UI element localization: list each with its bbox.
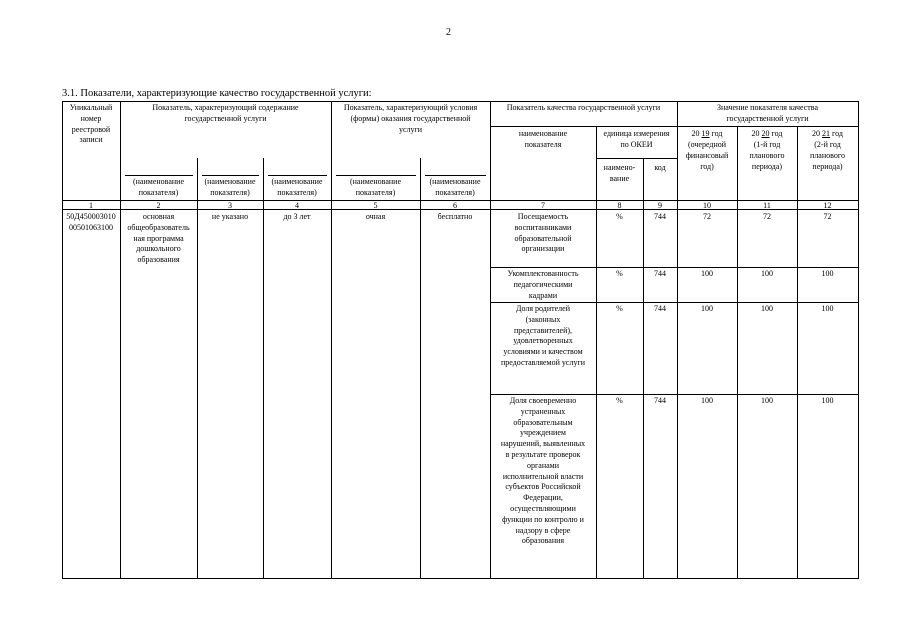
indicator-name: учреждением: [520, 428, 566, 438]
cell-unique-number: 50Д450003010: [66, 212, 116, 221]
indicator-unit: %: [616, 396, 623, 405]
indicator-row-rule: [490, 394, 859, 395]
header-name-placeholder: (наименование: [132, 177, 184, 186]
indicator-name: Доля родителей: [515, 304, 570, 313]
placeholder-underline: [202, 175, 259, 176]
indicator-name: (законных: [525, 314, 561, 324]
column-number: 11: [763, 201, 771, 210]
header-name-placeholder: (наименование: [271, 177, 323, 186]
indicator-unit: %: [616, 212, 623, 221]
cell-content-program: дошкольного: [136, 244, 181, 254]
header-unit-name: наимено-: [603, 163, 636, 172]
header-name-placeholder: (наименование: [349, 177, 401, 186]
cell-payment: бесплатно: [437, 212, 473, 221]
indicator-row-rule: [490, 302, 859, 303]
column-number: 8: [617, 201, 622, 210]
cell-form: очная: [365, 212, 386, 221]
header-name-placeholder: (наименование: [204, 177, 256, 186]
indicator-name: условиями и качеством: [503, 347, 583, 357]
col-rule: [596, 126, 597, 578]
col-rule: [331, 101, 332, 578]
header-unique-number: номер: [80, 113, 102, 123]
header-content-indicator: государственной услуги: [184, 113, 267, 123]
indicator-name: надзору в сфере: [515, 525, 571, 535]
indicator-name: исполнительной власти: [502, 471, 584, 481]
section-title: 3.1. Показатели, характеризующие качество государственной услуги:: [62, 88, 372, 99]
indicator-name: образования: [521, 536, 565, 546]
header-year1-desc: (очередной: [687, 140, 727, 149]
indicator-name: образовательным: [513, 417, 573, 427]
cell-content-program: образования: [137, 255, 180, 265]
column-number: 7: [541, 201, 545, 210]
header-year3: 20 21 год: [812, 129, 843, 138]
indicator-value-year1: 100: [701, 304, 713, 313]
column-number: 2: [156, 201, 161, 210]
indicator-code: 744: [654, 269, 666, 278]
indicator-value-year3: 100: [821, 304, 834, 313]
indicator-name: кадрами: [528, 290, 558, 300]
placeholder-underline: [268, 175, 327, 176]
header-unit-code: код: [654, 163, 666, 172]
header-year1: 20 19 год: [691, 129, 723, 138]
header-indicator-name: показателя: [524, 139, 562, 149]
header-year2: 20 20 год: [751, 129, 783, 138]
column-number: 1: [89, 201, 93, 210]
indicator-name: образовательной: [514, 233, 572, 243]
header-unique-number: реестровой: [71, 124, 111, 134]
cell-content-age: до 3 лет: [283, 212, 311, 221]
indicator-name: субъектов Российской: [505, 482, 581, 492]
header-year1-desc: финансовый: [685, 150, 729, 160]
indicator-row-rule: [490, 267, 859, 268]
indicator-name: педагогическими: [513, 279, 573, 289]
indicator-code: 744: [654, 212, 666, 221]
header-unit-name: вание: [609, 173, 630, 183]
indicator-name: Доля своевременно: [509, 396, 577, 405]
indicator-unit: %: [616, 269, 623, 278]
header-unique-number: записи: [79, 135, 103, 145]
placeholder-underline: [125, 175, 193, 176]
indicator-name: Посещаемость: [517, 212, 569, 221]
indicator-name: Укомплектованность: [507, 269, 579, 278]
header-name-placeholder: показателя): [138, 187, 179, 197]
header-quality-value: государственной услуги: [726, 113, 809, 123]
indicator-value-year3: 72: [823, 212, 832, 221]
indicator-name: функции по контролю и: [502, 514, 584, 524]
indicator-value-year1: 100: [701, 396, 713, 405]
header-year3-desc: периода): [812, 161, 843, 171]
header-year1-desc: год): [700, 161, 714, 171]
placeholder-underline: [336, 175, 416, 176]
cell-content-program: основная: [142, 212, 175, 221]
indicator-value-year3: 100: [821, 396, 834, 405]
indicator-code: 744: [654, 396, 666, 405]
column-number: 3: [228, 201, 232, 210]
col-rule: [737, 126, 738, 578]
header-quality-indicator: Показатель качества государственной услуги: [506, 103, 661, 112]
indicator-unit: %: [616, 304, 623, 313]
column-number: 6: [453, 201, 457, 210]
cell-content-program: ная программа: [133, 233, 184, 243]
placeholder-underline: [425, 175, 486, 176]
indicator-name: удовлетворенных: [513, 336, 573, 346]
header-name-placeholder: показателя): [355, 187, 396, 197]
indicator-value-year1: 100: [701, 269, 713, 278]
header-unit-okei: по ОКЕИ: [620, 139, 653, 149]
table-left-border: [62, 101, 63, 578]
indicator-name: Федерации,: [523, 493, 563, 503]
page-number: 2: [446, 27, 451, 38]
cell-content-program: общеобразователь: [127, 222, 190, 232]
table-bottom-border: [62, 578, 859, 579]
indicator-name: устраненных: [520, 406, 566, 416]
column-number: 10: [703, 201, 711, 210]
indicator-value-year2: 100: [761, 304, 773, 313]
header-name-placeholder: показателя): [210, 187, 250, 197]
header-conditions-indicator: услуги: [398, 124, 423, 134]
header-unit-okei: единица измерения: [603, 129, 670, 138]
header-year3-desc: (2-й год: [814, 140, 841, 149]
indicator-code: 744: [654, 304, 666, 313]
indicator-name: представителей),: [513, 325, 573, 335]
column-number: 5: [373, 201, 378, 210]
quality-subheader-rule: [490, 126, 859, 127]
indicator-name: предоставляемой услуги: [500, 358, 586, 367]
table-top-border: [62, 101, 859, 102]
header-year2-desc: планового: [749, 150, 785, 160]
cell-unique-number: 00501063100: [69, 222, 113, 232]
header-content-indicator: Показатель, характеризующий содержание: [152, 103, 299, 112]
indicator-name: воспитанниками: [514, 222, 572, 232]
column-number: 12: [823, 201, 832, 210]
indicator-name: органами: [526, 460, 559, 470]
col-rule: [120, 101, 121, 578]
indicator-name: организации: [521, 244, 565, 254]
indicator-name: в результате проверок: [505, 450, 581, 459]
indicator-value-year3: 100: [821, 269, 834, 278]
col-rule: [797, 126, 798, 578]
cell-content-category: не указано: [211, 212, 249, 221]
indicator-name: осуществляющими: [510, 504, 576, 513]
header-conditions-indicator: (формы) оказания государственной: [350, 113, 471, 123]
header-year2-desc: периода): [751, 161, 783, 171]
header-conditions-indicator: Показатель, характеризующий условия: [343, 103, 478, 112]
indicator-value-year2: 100: [761, 269, 773, 278]
indicator-name: нарушений, выявленных: [500, 439, 586, 449]
column-number: 9: [658, 201, 662, 210]
header-year3-desc: планового: [810, 150, 845, 160]
indicator-value-year2: 72: [763, 212, 771, 221]
indicator-value-year1: 72: [703, 212, 711, 221]
table-right-border: [858, 101, 859, 578]
indicator-value-year2: 100: [761, 396, 773, 405]
header-name-placeholder: (наименование: [429, 177, 481, 186]
col-rule: [677, 101, 678, 578]
header-quality-value: Значение показателя качества: [716, 103, 819, 112]
header-indicator-name: наименование: [518, 129, 568, 138]
header-name-placeholder: показателя): [435, 187, 475, 197]
column-number: 4: [295, 201, 299, 210]
header-unique-number: Уникальный: [69, 103, 113, 112]
okei-subheader-rule: [596, 158, 678, 159]
header-year2-desc: (1-й год: [753, 140, 781, 149]
header-name-placeholder: показателя): [277, 187, 317, 197]
